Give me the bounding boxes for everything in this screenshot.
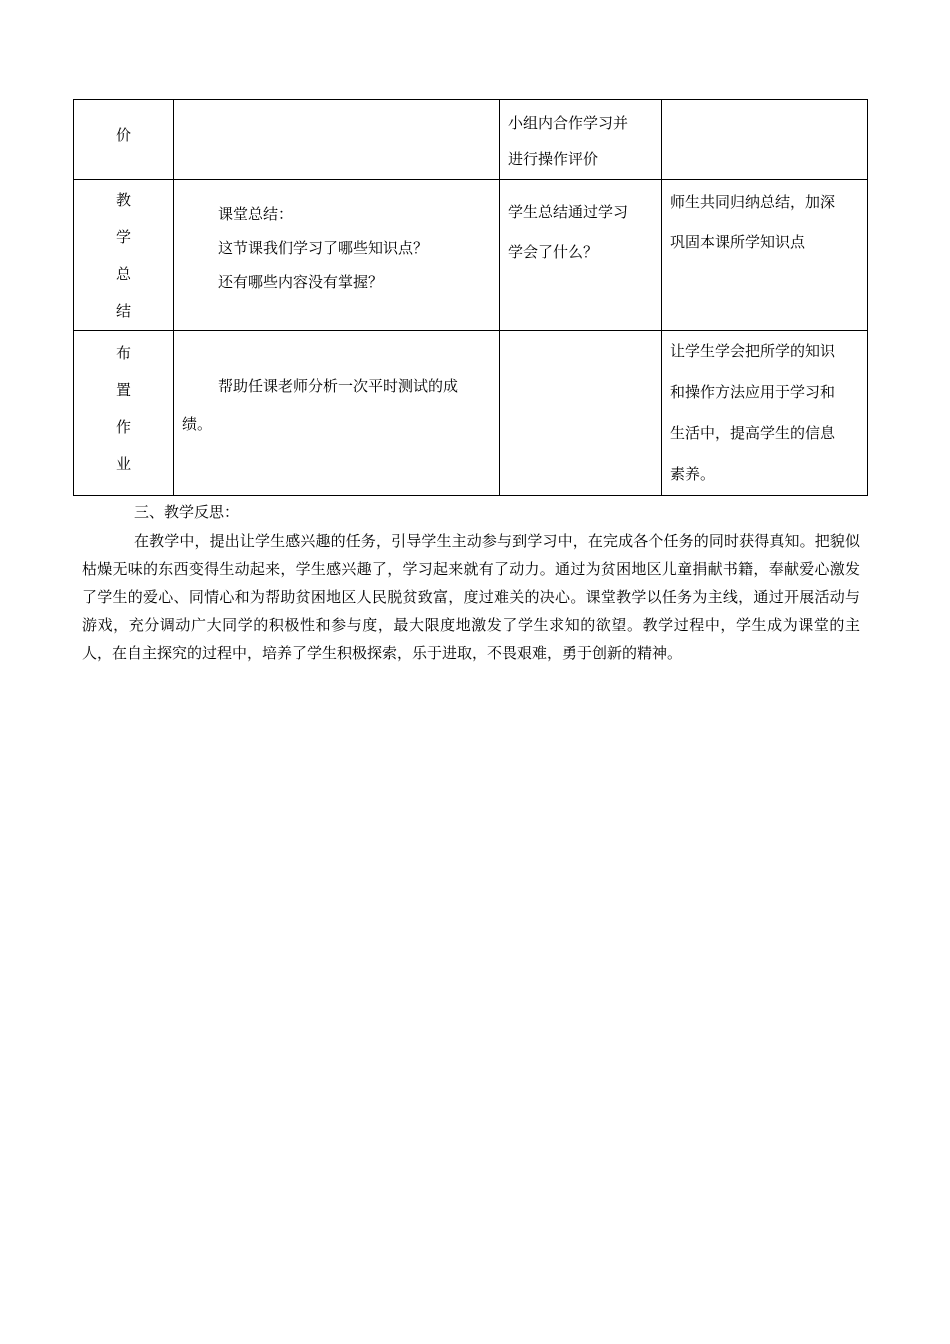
teacher-activity-cell <box>174 180 500 331</box>
table-row-evaluation <box>74 100 868 180</box>
table-row-summary <box>74 180 868 331</box>
lesson-plan-table <box>73 99 868 496</box>
student-activity-line: 学会了什么？ <box>508 243 599 261</box>
teacher-activity-cell <box>174 100 500 180</box>
summary-line: 这节课我们学习了哪些知识点？ <box>218 239 429 257</box>
teacher-activity-cell <box>174 331 500 496</box>
design-intent-line: 和操作方法应用于学习和 <box>670 383 836 401</box>
row-label-evaluation <box>74 100 174 180</box>
homework-line: 绩。 <box>182 415 213 433</box>
design-intent-line: 素养。 <box>670 465 716 483</box>
design-intent-line: 师生共同归纳总结，加深 <box>670 193 836 211</box>
label-char: 总 <box>115 265 131 283</box>
teaching-reflection <box>82 502 860 667</box>
summary-line: 课堂总结： <box>218 205 294 223</box>
reflection-body: 在教学中，提出让学生感兴趣的任务，引导学生主动参与到学习中，在完成各个任务的同时获得真知。把貌似枯燥无味的东西变得生动起来，学生感兴趣了，学习起来就有了动力。通过为贫困地区儿童捐献书籍，奉献爱心激发了学生的爱心、同情心和为帮助贫困地区人民脱贫致富，度过难关的决心。课堂教学以任务为主线，通过开展活动与游戏，充分调动广大同学的积极性和参与度，最大限度地激发了学生求知的欲望。教学过程中，学生成为课堂的主人，在自主探究的过程中，培养了学生积极探索，乐于进取，不畏艰难，勇于创新的精神。 <box>82 532 860 662</box>
student-activity-cell <box>500 331 662 496</box>
student-activity-cell <box>500 100 662 180</box>
label-char: 布 <box>115 344 131 362</box>
design-intent-cell <box>662 331 868 496</box>
student-activity-cell <box>500 180 662 331</box>
row-label-homework <box>74 331 174 496</box>
row-label-summary <box>74 180 174 331</box>
student-activity-line: 学生总结通过学习 <box>508 203 629 221</box>
label-char: 结 <box>115 302 131 320</box>
label-char: 价 <box>115 126 131 144</box>
student-activity-line: 小组内合作学习并 <box>508 114 629 132</box>
design-intent-line: 巩固本课所学知识点 <box>670 233 806 251</box>
student-activity-line: 进行操作评价 <box>508 150 599 168</box>
label-char: 学 <box>115 228 131 246</box>
reflection-heading: 三、教学反思： <box>134 503 240 521</box>
design-intent-cell <box>662 100 868 180</box>
design-intent-line: 让学生学会把所学的知识 <box>670 342 836 360</box>
label-char: 教 <box>115 191 131 209</box>
label-char: 作 <box>115 418 131 436</box>
label-char: 业 <box>115 455 131 473</box>
summary-line: 还有哪些内容没有掌握？ <box>218 273 384 291</box>
design-intent-line: 生活中，提高学生的信息 <box>670 424 836 442</box>
label-char: 置 <box>115 381 131 399</box>
design-intent-cell <box>662 180 868 331</box>
table-row-homework <box>74 331 868 496</box>
homework-line: 帮助任课老师分析一次平时测试的成 <box>218 377 459 395</box>
